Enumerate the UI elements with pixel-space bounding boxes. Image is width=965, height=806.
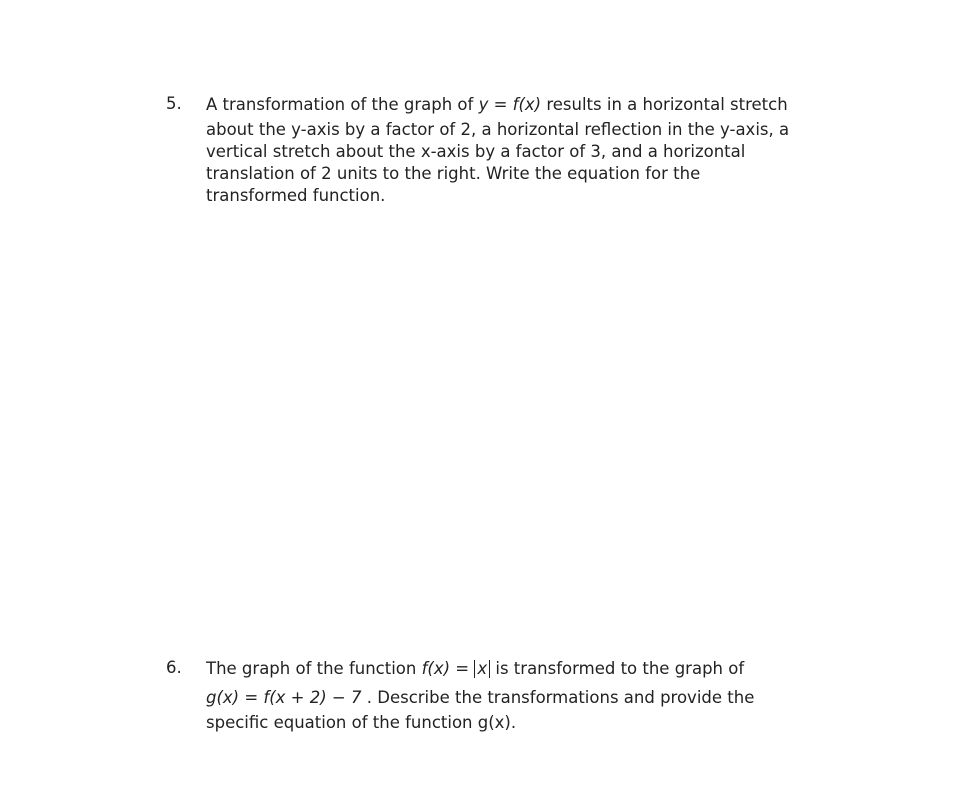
question-6-function-equation bbox=[422, 659, 491, 678]
question-6-line-1 bbox=[206, 658, 866, 687]
question-6-line-1-text-after: is transformed to the graph of bbox=[490, 659, 745, 678]
question-5-line-1-text-after: results in a horizontal stretch bbox=[541, 95, 788, 114]
question-6-line-2 bbox=[206, 687, 866, 712]
question-5-equation: y = f(x) bbox=[478, 95, 542, 114]
question-6-line-1-text-before: The graph of the function bbox=[206, 659, 422, 678]
question-5-line-2: about the y-axis by a factor of 2, a horizontal reflection in the y-axis, a bbox=[206, 120, 790, 139]
absolute-value-x: x bbox=[474, 660, 490, 678]
question-6-line-3: specific equation of the function g(x). bbox=[206, 713, 517, 732]
question-5-number: 5. bbox=[166, 94, 182, 113]
question-6-line-2-text-after: . Describe the transformations and provide the bbox=[361, 688, 755, 707]
question-5-line-5: transformed function. bbox=[206, 186, 386, 205]
question-6-number: 6. bbox=[166, 658, 182, 677]
question-5-line-1-text-before: A transformation of the graph of bbox=[206, 95, 479, 114]
question-5-line-4: translation of 2 units to the right. Write the equation for the bbox=[206, 164, 701, 183]
question-5-line-1 bbox=[206, 94, 866, 119]
question-6-text bbox=[206, 658, 866, 734]
question-5-text bbox=[206, 94, 866, 207]
question-6-function-lhs: f(x) = bbox=[421, 659, 475, 678]
question-6-transformed-equation: g(x) = f(x + 2) − 7 bbox=[206, 688, 362, 707]
question-5-line-3: vertical stretch about the x-axis by a factor of 3, and a horizontal bbox=[206, 142, 746, 161]
